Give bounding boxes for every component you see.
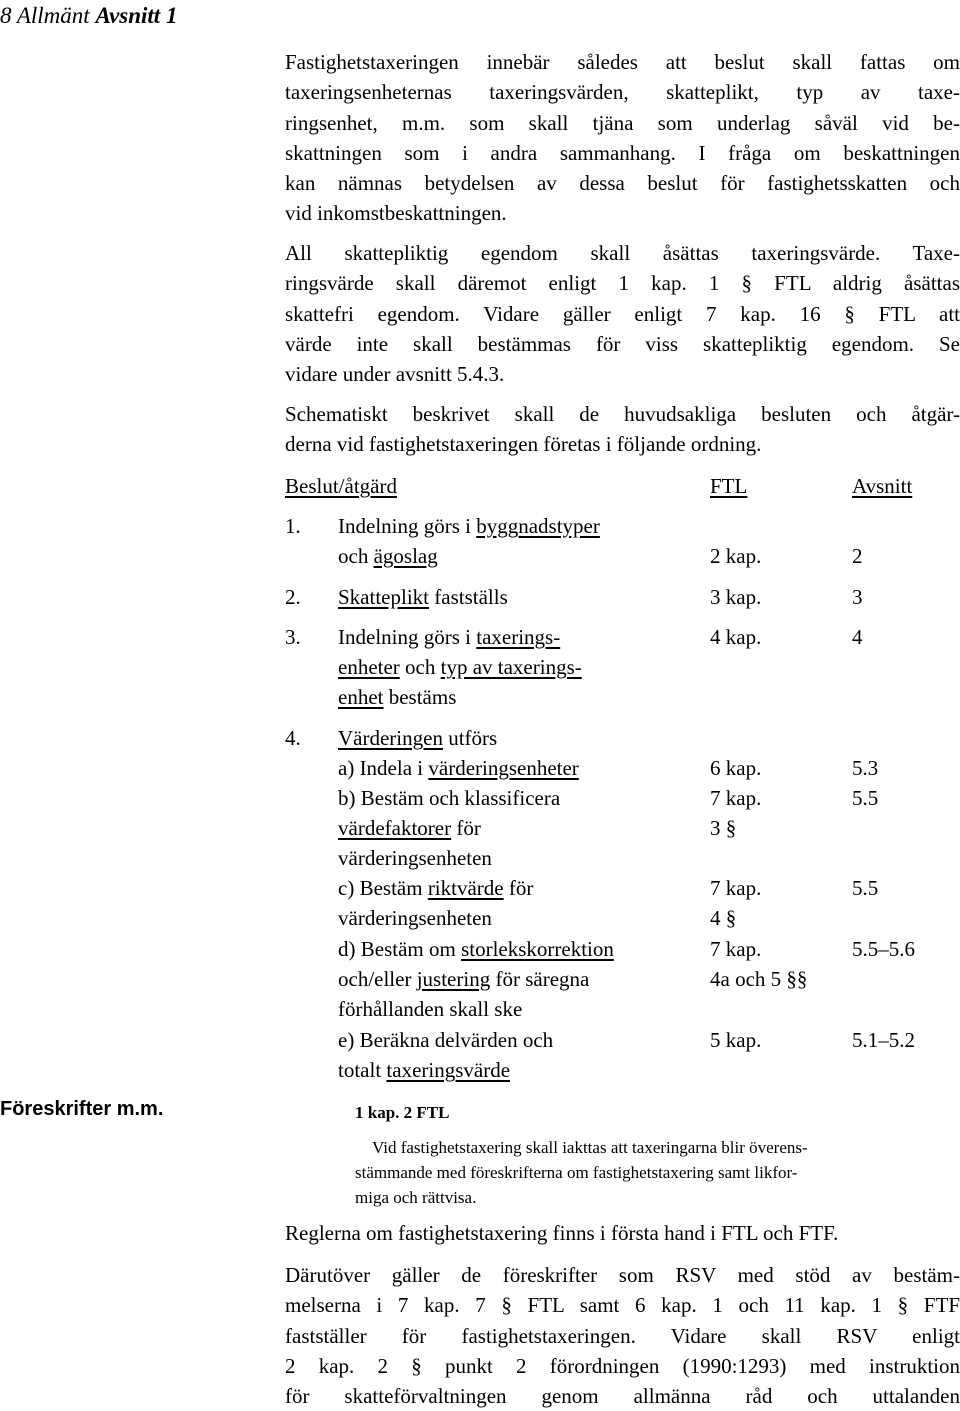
section-ref: 5.3 <box>852 756 879 780</box>
paragraph-3 <box>285 399 960 460</box>
row-number: 4. <box>285 726 301 750</box>
term-link: justering <box>416 967 491 991</box>
action-text: totalt <box>338 1058 387 1082</box>
term-link: Värderingen <box>338 726 443 750</box>
text-line: stämmande med föreskrifterna om fastighetstaxering samt likfor- <box>355 1163 798 1182</box>
row-number: 2. <box>285 585 301 609</box>
ftl-ref: 5 kap. <box>710 1028 762 1052</box>
term-link: byggnadstyper <box>476 514 600 538</box>
action-text: d) Bestäm om <box>338 937 462 961</box>
term-link: värdefaktorer <box>338 816 452 840</box>
text-line: 2 kap. 2 § punkt 2 förordningen (1990:1293) med instruktion <box>285 1353 960 1378</box>
text-line: taxeringsenheternas taxeringsvärden, skatteplikt, typ av taxe- <box>285 80 960 105</box>
text-line: derna vid fastighetstaxeringen företas i följande ordning. <box>285 432 762 457</box>
action-text: för <box>503 876 534 900</box>
ftl-ref: 2 kap. <box>710 544 762 568</box>
action-text: för <box>451 816 481 840</box>
row-number: 3. <box>285 625 301 649</box>
text-line: miga och rättvisa. <box>355 1188 477 1207</box>
ftl-ref: 4 § <box>710 906 737 930</box>
action-text: Indelning görs i <box>338 514 477 538</box>
action-text: bestäms <box>383 685 457 709</box>
action-text: fastställs <box>429 585 508 609</box>
paragraph-4 <box>285 1218 960 1248</box>
running-head <box>0 2 177 30</box>
term-link: enhet <box>338 685 384 709</box>
action-text: b) Bestäm och klassificera <box>338 786 561 810</box>
margin-heading: Föreskrifter m.m. <box>0 1098 164 1120</box>
row-number: 1. <box>285 514 301 538</box>
text-line: värde inte skall bestämmas för viss skattepliktig egendom. Se <box>285 331 960 356</box>
section-name: Avsnitt 1 <box>95 3 178 28</box>
action-text: för säregna <box>490 967 590 991</box>
section-label: Allmänt <box>16 3 90 28</box>
law-quote <box>355 1135 925 1210</box>
action-text: Indelning görs i <box>338 625 477 649</box>
term-link: typ av taxerings- <box>440 655 582 679</box>
section-ref: 5.5 <box>852 786 879 810</box>
paragraph-5 <box>285 1260 960 1411</box>
action-text: e) Beräkna delvärden och <box>338 1028 554 1052</box>
text-line: vid inkomstbeskattningen. <box>285 201 507 226</box>
paragraph-1 <box>285 47 960 229</box>
action-text: och/eller <box>338 967 417 991</box>
term-link: värderingsenheter <box>428 756 579 780</box>
action-text: c) Bestäm <box>338 876 428 900</box>
action-text: a) Indela i <box>338 756 429 780</box>
text-line: kan nämnas betydelsen av dessa beslut för fastighetsskatten och <box>285 171 960 196</box>
section-ref: 5.5–5.6 <box>852 937 915 961</box>
term-link: taxerings- <box>476 625 561 649</box>
text-line: ringsvärde skall däremot enligt 1 kap. 1 § FTL aldrig åsättas <box>285 271 960 296</box>
law-reference: 1 kap. 2 FTL <box>355 1103 450 1122</box>
text-line: Reglerna om fastighetstaxering finns i första hand i FTL och FTF. <box>285 1221 839 1245</box>
section-ref: 5.5 <box>852 876 879 900</box>
text-line: Därutöver gäller de föreskrifter som RSV med stöd av bestäm- <box>285 1263 960 1287</box>
page-number: 8 <box>0 3 12 28</box>
ftl-ref: 4a och 5 §§ <box>710 967 808 991</box>
paragraph-2 <box>285 238 960 389</box>
term-link: riktvärde <box>427 876 504 900</box>
ftl-ref: 4 kap. <box>710 625 762 649</box>
text-line: Schematiskt beskrivet skall de huvudsakliga besluten och åtgär- <box>285 402 960 426</box>
ftl-ref: 7 kap. <box>710 876 762 900</box>
text-line: skattefri egendom. Vidare gäller enligt 7 kap. 16 § FTL att <box>285 301 960 326</box>
text-line: Fastighetstaxeringen innebär således att beslut skall fattas om <box>285 50 960 74</box>
action-text: värderingsenheten <box>338 846 492 870</box>
ftl-ref: 3 § <box>710 816 737 840</box>
header-action: Beslut/åtgärd <box>285 474 397 498</box>
term-link: enheter <box>338 655 400 679</box>
header-section: Avsnitt <box>852 474 913 498</box>
ftl-ref: 6 kap. <box>710 756 762 780</box>
text-line: för skatteförvaltningen genom allmänna råd och uttalanden <box>285 1384 960 1409</box>
action-text: förhållanden skall ske <box>338 997 523 1021</box>
section-ref: 3 <box>852 585 863 609</box>
section-ref: 5.1–5.2 <box>852 1028 915 1052</box>
ftl-ref: 7 kap. <box>710 937 762 961</box>
ftl-ref: 7 kap. <box>710 786 762 810</box>
term-link: Skatteplikt <box>338 585 429 609</box>
header-ftl: FTL <box>710 474 748 498</box>
text-line: All skattepliktig egendom skall åsättas taxeringsvärde. Taxe- <box>285 241 960 265</box>
ftl-ref: 3 kap. <box>710 585 762 609</box>
term-link: taxeringsvärde <box>386 1058 511 1082</box>
term-link: storlekskorrektion <box>461 937 614 961</box>
section-ref: 4 <box>852 625 863 649</box>
action-text: värderingsenheten <box>338 906 492 930</box>
text-line: fastställer för fastighetstaxeringen. Vidare skall RSV enligt <box>285 1323 960 1348</box>
text-line: melserna i 7 kap. 7 § FTL samt 6 kap. 1 och 11 kap. 1 § FTF <box>285 1293 960 1318</box>
action-text: utförs <box>442 726 498 750</box>
text-line: skattningen som i andra sammanhang. I fråga om beskattningen <box>285 140 960 165</box>
text-line: Vid fastighetstaxering skall iakttas att taxeringarna blir överens- <box>372 1138 808 1157</box>
section-ref: 2 <box>852 544 863 568</box>
action-text: och <box>399 655 441 679</box>
text-line: ringsenhet, m.m. som skall tjäna som underlag såväl vid be- <box>285 110 960 135</box>
term-link: ägoslag <box>373 544 438 568</box>
text-line: vidare under avsnitt 5.4.3. <box>285 362 505 387</box>
action-text: och <box>338 544 374 568</box>
